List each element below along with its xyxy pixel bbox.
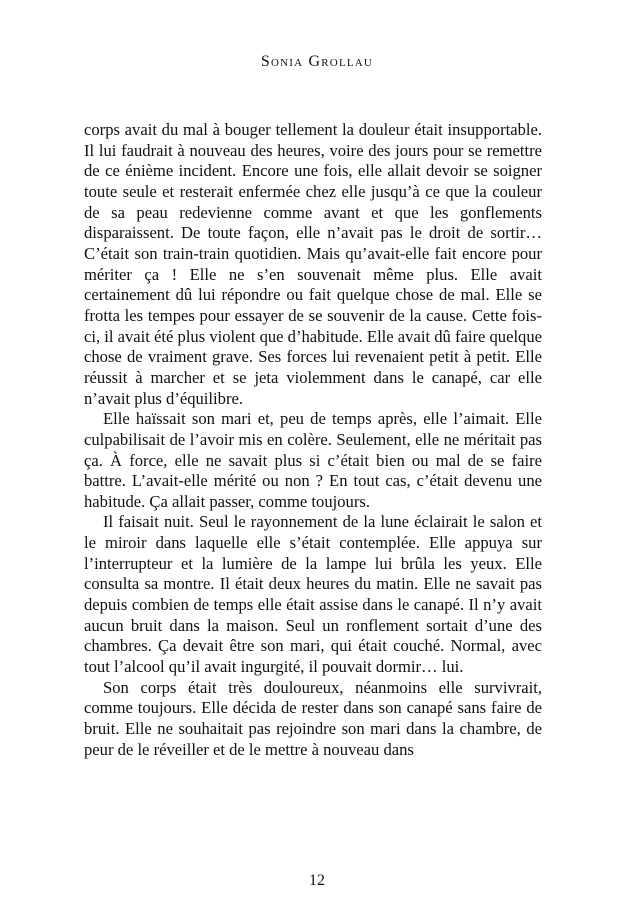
page-number: 12: [309, 872, 325, 889]
paragraph: Elle haïssait son mari et, peu de temps après, elle l’aimait. Elle culpabilisait de l’avoir mis en colère. Seulement, elle ne méritait pas ça. À force, elle ne savait plus si c’était bien ou mal de se faire battre. L’avait-elle mérité ou non ? En tout cas, c’était devenu une habitude. Ça allait passer, comme toujours.: [84, 409, 542, 511]
paragraph: Son corps était très douloureux, néanmoins elle survivrait, comme toujours. Elle décida de rester dans son canapé sans faire de bruit. Elle ne souhaitait pas rejoindre son mari dans la chambre, de peur de le réveiller et de le mettre à nouveau dans: [84, 677, 542, 759]
paragraph-continuation: corps avait du mal à bouger tellement la douleur était insupportable. Il lui faudrait à nouveau des heures, voire des jours pour se remettre de ce énième incident. Encore une fois, elle allait devoir se soigner toute seule et resterait enfermée chez elle jusqu’à ce que la couleur de sa peau redevienne comme avant et que les gonflements disparaissent. De toute façon, elle n’avait pas le droit de sortir… C’était son train-train quotidien. Mais qu’avait-elle fait encore pour mériter ça ! Elle ne s’en souvenait même plus. Elle avait certainement dû lui répondre ou fait quelque chose de mal. Elle se frotta les tempes pour essayer de se souvenir de la cause. Cette fois-ci, il avait été plus violent que d’habitude. Elle avait dû faire quelque chose de vraiment grave. Ses forces lui revenaient petit à petit. Elle réussit à marcher et se jeta violemment dans le canapé, car elle n’avait plus d’équilibre.: [84, 120, 543, 408]
body-text: [84, 120, 542, 760]
paragraph: Il faisait nuit. Seul le rayonnement de la lune éclairait le salon et le miroir dans laquelle elle s’était contemplée. Elle appuya sur l’interrupteur et la lumière de la lampe lui brûla les yeux. Elle consulta sa montre. Il était deux heures du matin. Elle ne savait pas depuis combien de temps elle était assise dans le canapé. Il n’y avait aucun bruit dans la maison. Seul un ronflement sortait d’une des chambres. Ça devait être son mari, qui était couché. Normal, avec tout l’alcool qu’il avait ingurgité, il pouvait dormir… lui.: [84, 512, 542, 677]
running-header-author: Sonia Grollau: [260, 53, 374, 70]
